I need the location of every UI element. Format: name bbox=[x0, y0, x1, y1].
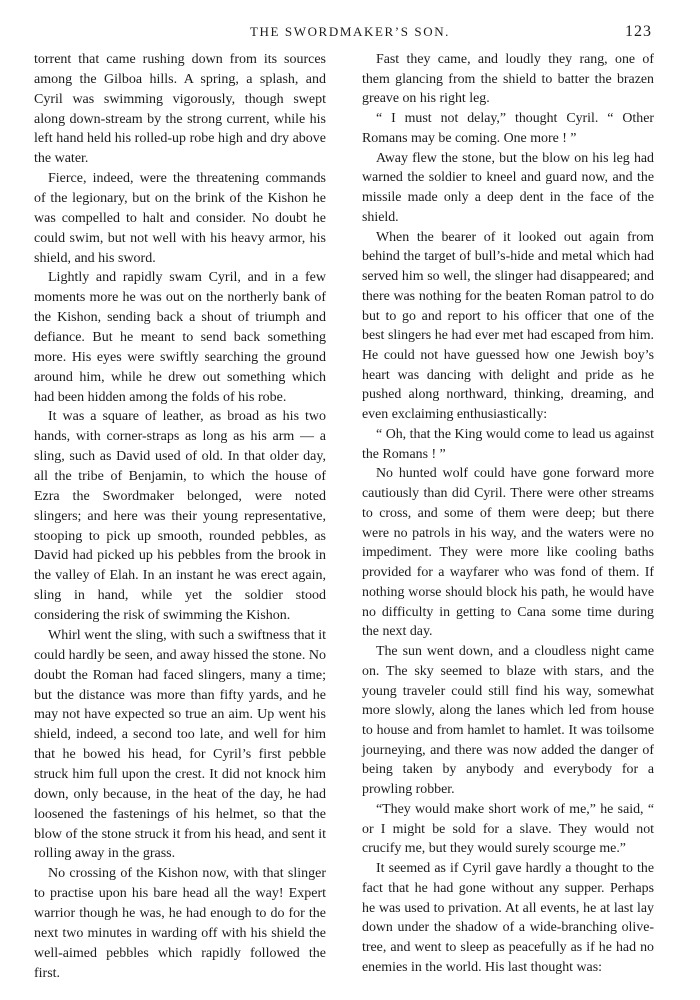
paragraph: When the bearer of it looked out again from behind the target of bull’s-hide and metal which had served him so well, the slinger had disappeared; and there was nothing for the beaten Roman patrol to do but to go and report to his officer that one of the best slingers he had ever met had escaped from him. He could not have guessed how one Jewish boy’s heart was dancing with delight and pride as he pushed along northward, thinking, dreaming, and even exclaiming enthusiastically: bbox=[362, 229, 654, 423]
right-column bbox=[362, 50, 654, 978]
paragraph: Whirl went the sling, with such a swiftness that it could hardly be seen, and away hissed the stone. No doubt the Roman had faced slingers, many a time; but the distance was more than fifty yards, and he may not have expected so true an aim. Up went his shield, indeed, a second too late, and well for him that he bowed his head, for Cyril’s first pebble struck him full upon the crest. It did not knock him down, only because, in the heat of the day, he had loosened the fastenings of his helmet, so that the blow of the stone struck it from his head, and sent it rolling away in the grass. bbox=[34, 627, 326, 862]
paragraph: “They would make short work of me,” he said, “ or I might be sold for a slave. They would not crucify me, but they would surely scourge me.” bbox=[362, 801, 654, 857]
paragraph: “ I must not delay,” thought Cyril. “ Other Romans may be coming. One more ! ” bbox=[362, 111, 654, 146]
paragraph: Lightly and rapidly swam Cyril, and in a few moments more he was out on the northerly bank of the Kishon, sending back a shout of triumph and defiance. But he meant to send back something more. His eyes were swiftly searching the ground around him, while he drew out something which had been hidden among the folds of his robe. bbox=[34, 270, 326, 405]
paragraph: “ Oh, that the King would come to lead us against the Romans ! ” bbox=[362, 426, 654, 462]
paragraph: Away flew the stone, but the blow on his leg had warned the soldier to kneel and guard now, and the missile made only a deep dent in the face of the shield. bbox=[362, 150, 654, 225]
running-title: THE SWORDMAKER’S SON. bbox=[249, 24, 451, 39]
paragraph: Fast they came, and loudly they rang, one of them glancing from the shield to batter the brazen greave on his right leg. bbox=[362, 52, 654, 107]
paragraph: It was a square of leather, as broad as his two hands, with corner-straps as long as his arm — a sling, such as David used of old. In that older day, all the tribe of Benjamin, to which the house of Ezra the Swordmaker belonged, were noted slingers; and here was their young representative, stooping to pick up smooth, rounded pebbles, as David had picked up his pebbles from the brook in the valley of Elah. In an instant he was erect again, sling in hand, while yet the soldier stood considering the risk of swimming the Kishon. bbox=[34, 409, 326, 624]
paragraph: No hunted wolf could have gone forward more cautiously than did Cyril. There were other streams to cross, and some of them were deep; but there were no patrols in his way, and the waters were no impediment. They were more like cooling baths provided for a wayfarer who was fond of them. If nothing worse should block his path, he would have no difficulty in getting to Cana some time during the next day. bbox=[362, 466, 654, 640]
paragraph: The sun went down, and a cloudless night came on. The sky seemed to blaze with stars, and the young traveler could still find his way, somewhat more slowly, along the lanes which led from house to house and from hamlet to hamlet. It was toilsome journeying, and there was now added the danger of being taken by anybody and everybody for a prowling robber. bbox=[362, 644, 654, 798]
paragraph: It seemed as if Cyril gave hardly a thought to the fact that he had gone without any supper. Perhaps he was used to privation. At all events, he at last lay down under the shadow of a wide-branching olive-tree, and went to sleep as peacefully as if he had no enemies in the world. His last thought was: bbox=[362, 861, 654, 975]
left-column bbox=[34, 50, 326, 983]
paragraph: torrent that came rushing down from its sources among the Gilboa hills. A spring, a splash, and Cyril was swimming vigorously, though swept along down-stream by the strong current, while his left hand held his rolled-up robe high and dry above the water. bbox=[34, 52, 326, 167]
page-header bbox=[0, 24, 700, 48]
paragraph: Fierce, indeed, were the threatening commands of the legionary, but on the brink of the Kishon he was compelled to halt and consider. No doubt he could swim, but not well with his heavy armor, his shield, and his sword. bbox=[34, 171, 326, 266]
page-number: 123 bbox=[625, 23, 652, 40]
paragraph: No crossing of the Kishon now, with that slinger to practise upon his bare head all the way! Expert warrior though he was, he had enough to do for the next two minutes in warding off with his shield the well-aimed pebbles which rapidly followed the first. bbox=[34, 866, 326, 981]
